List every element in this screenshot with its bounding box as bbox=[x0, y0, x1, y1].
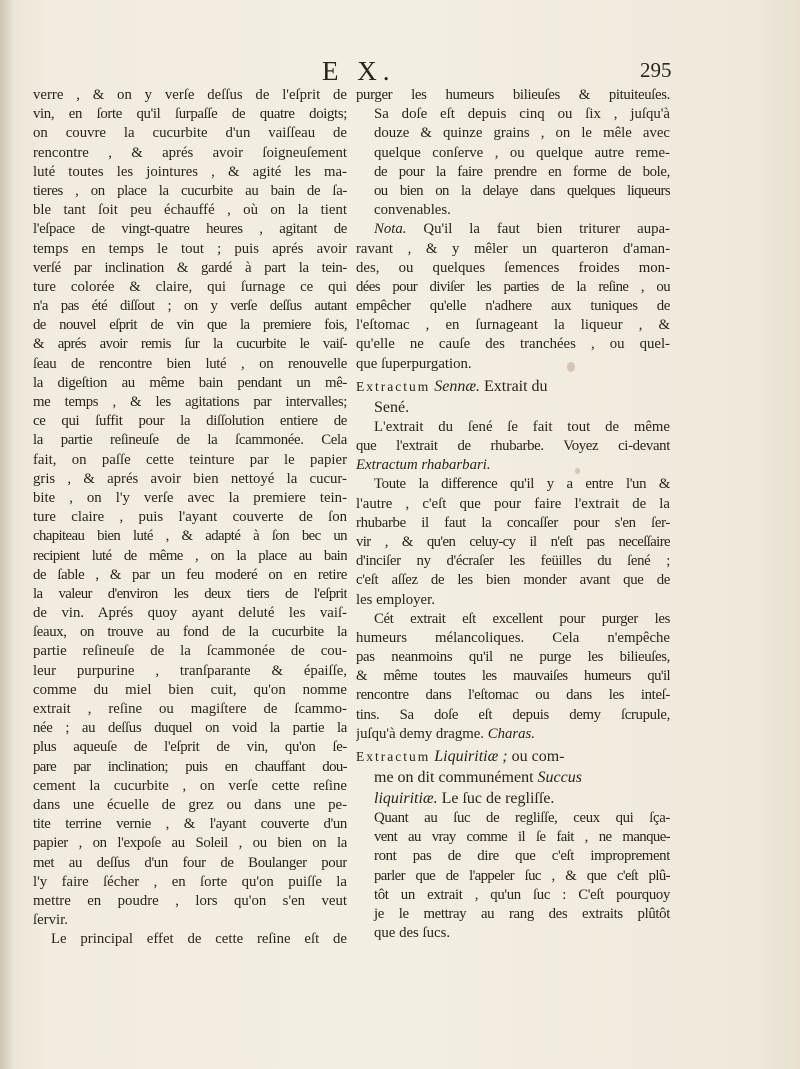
left-line: bite , on l'y verſe avec la premiere tein- bbox=[33, 489, 347, 506]
heading-italic: Liquiritiæ ; bbox=[434, 748, 508, 765]
heading-roman: ou com- bbox=[511, 748, 565, 765]
left-line: ſeaux, on trouve au fond de la cucurbite la bbox=[33, 624, 347, 641]
left-line: n'a pas été diſſout ; on y verſe deſſus autant bbox=[33, 298, 347, 315]
left-line: mettre en poudre , lors qu'on s'en veut bbox=[33, 892, 347, 909]
right-line: & même toutes les mauvaiſes humeurs qu'il bbox=[356, 668, 670, 685]
heading-line3 bbox=[356, 788, 670, 809]
left-line: dans une écuelle de grez ou dans une pe- bbox=[33, 796, 347, 813]
right-line bbox=[356, 725, 670, 744]
left-line: tite terrine vernie , & l'ayant couverte d'un bbox=[33, 816, 347, 833]
left-line: plus aqueuſe de l'eſprit de vin, qu'on ſe- bbox=[33, 739, 347, 756]
left-line: & aprés avoir remis ſur la cucurbite le vaiſ- bbox=[33, 336, 347, 353]
right-line: d'inciſer ny d'écraſer les feüilles du ſené ; bbox=[356, 553, 670, 570]
left-line: la partie reſineuſe de la ſcammonée. Cela bbox=[33, 432, 347, 449]
left-line: fait, on paſſe cette teinture par le papier bbox=[33, 451, 347, 468]
right-line: vent au vray comme il ſe fait , ne manque- bbox=[374, 829, 670, 846]
left-line: chapiteau bien luté , & adapté à ſon bec un bbox=[33, 528, 347, 545]
nota-first-line bbox=[356, 220, 670, 239]
left-line: rencontre , & aprés avoir ſoigneuſement bbox=[33, 144, 347, 161]
right-line: purger les humeurs bilieuſes & pituiteuſes. bbox=[356, 87, 670, 103]
left-line: ſeau de rencontre bien luté , on renouvelle bbox=[33, 355, 347, 372]
left-line: comme du miel bien cuit, qu'on nomme bbox=[33, 681, 347, 698]
left-line: me temps , & les agitations par intervalles; bbox=[33, 394, 347, 410]
heading-italic: Sennæ. bbox=[434, 377, 481, 395]
left-line: on couvre la cucurbite d'un vaiſſeau de bbox=[33, 125, 347, 142]
right-line: les employer. bbox=[356, 591, 435, 608]
left-line: verſé par inclination & gardé à part la tein- bbox=[33, 259, 347, 276]
right-line: humeurs mélancoliques. Cela n'empêche bbox=[356, 629, 670, 646]
left-column bbox=[33, 86, 347, 949]
paper-stain bbox=[575, 468, 580, 474]
left-line: de ſable , & par un feu moderé on en retire bbox=[33, 566, 347, 583]
heading-smallcaps: Extractum bbox=[356, 749, 431, 764]
page-number: 295 bbox=[640, 58, 672, 82]
left-line: ture colorée & claire, qui ſurnage ce qui bbox=[33, 278, 347, 295]
right-line: rencontre dans l'eſtomac ou dans les inteſ- bbox=[356, 687, 670, 704]
right-column bbox=[356, 86, 670, 943]
right-line: Cét extrait eſt excellent pour purger les bbox=[374, 610, 670, 627]
right-line: convenables. bbox=[374, 202, 451, 219]
right-line: c'eſt aſſez de les bien monder avant que de bbox=[356, 572, 670, 589]
left-line: ture claire , puis l'ayant couverte de ſon bbox=[33, 509, 347, 526]
right-line: des, ou quelques ſemences froides mon- bbox=[356, 259, 670, 276]
left-line: recipient luté de même , on la place au bain bbox=[33, 547, 347, 564]
right-line: l'eſtomac , en ſurnageant la liqueur , & bbox=[356, 317, 670, 334]
right-line: l'autre , c'eſt que pour faire l'extrait de la bbox=[356, 495, 670, 512]
left-line: de vin. Aprés quoy ayant deluté les vaiſ- bbox=[33, 605, 347, 622]
right-line: que l'extrait de rhubarbe. Voyez ci-devant bbox=[356, 438, 670, 454]
left-line: ce qui ſuffit pour la diſſolution entiere de bbox=[33, 413, 347, 430]
right-line: ou bien on la delaye dans quelques liqueurs bbox=[374, 182, 670, 199]
left-line: pare par inclination; puis en chauffant dou- bbox=[33, 758, 347, 775]
heading-extractum-liquiritiae bbox=[356, 746, 670, 767]
right-line: qu'elle ne cauſe des tranchées , ou quel- bbox=[356, 336, 670, 353]
right-line: douze & quinze grains , on le mêle avec bbox=[374, 125, 670, 142]
charas-citation: Charas. bbox=[487, 725, 535, 742]
right-line: empêcher qu'elle n'adhere aux tuniques de bbox=[356, 298, 670, 315]
left-line: tieres , on place la cucurbite au bain de ſa- bbox=[33, 182, 347, 199]
right-line: pas neanmoins qu'il ne purge les bilieuſes, bbox=[356, 649, 670, 666]
left-line: met au deſſus d'un four de Boulanger pour bbox=[33, 854, 347, 871]
heading-line2 bbox=[356, 767, 670, 788]
left-line: temps en temps le tout ; puis aprés avoir bbox=[33, 240, 347, 257]
left-line: gris , & aprés avoir bien nettoyé la cucur- bbox=[33, 470, 347, 487]
paper-stain bbox=[567, 362, 575, 372]
left-line: Le principal effet de cette reſine eſt de bbox=[51, 931, 347, 948]
nota-text: Qu'il la faut bien triturer aupa- bbox=[423, 221, 670, 238]
right-line-italic: Extractum rhabarbari. bbox=[356, 457, 491, 474]
left-line: née ; au deſſus duquel on void la partie la bbox=[33, 720, 347, 737]
page-gutter-shadow bbox=[0, 0, 14, 1069]
right-line: L'extrait du ſené ſe fait tout de même bbox=[374, 418, 670, 435]
left-line: leur purpurine , tranſparante & épaiſſe, bbox=[33, 662, 347, 679]
page-running-head: E X. bbox=[322, 56, 396, 86]
right-line: tins. Sa doſe eſt depuis demy ſcrupule, bbox=[356, 706, 670, 723]
right-line: Quant au ſuc de regliſſe, ceux qui ſça- bbox=[374, 810, 670, 826]
heading-roman: Le ſuc de regliſſe. bbox=[441, 790, 555, 807]
left-line: la valeur d'environ les deux tiers de l'eſprit bbox=[33, 585, 347, 602]
left-line: luté toutes les jointures , & agité les ma- bbox=[33, 163, 347, 180]
left-line: verre , & on y verſe deſſus de l'eſprit de bbox=[33, 87, 347, 103]
right-line: Sa doſe eſt depuis cinq ou ſix , juſqu'à bbox=[374, 106, 670, 123]
left-line: ble tant ſoit peu échauffé , où on la tient bbox=[33, 202, 347, 219]
nota-label: Nota. bbox=[374, 221, 407, 238]
right-line: que des ſucs. bbox=[374, 925, 451, 942]
left-line: la digeſtion au même bain pendant un mê- bbox=[33, 374, 347, 391]
left-line: vin, en ſorte qu'il ſurpaſſe de quatre doigts; bbox=[33, 106, 347, 123]
dose-text: juſqu'à demy dragme. bbox=[356, 725, 484, 742]
heading-italic: Succus bbox=[537, 769, 582, 786]
left-line: extrait , reſine ou magiſtere de ſcammo- bbox=[33, 701, 347, 717]
right-line: quelque conſerve , ou quelque autre reme- bbox=[374, 144, 670, 161]
heading-roman: Extrait du bbox=[484, 377, 548, 395]
left-line: l'y faire ſécher , en ſorte qu'on puiſſe la bbox=[33, 873, 347, 890]
left-line: partie reſineuſe de la ſcammonée de cou- bbox=[33, 643, 347, 660]
heading-extractum-sennae bbox=[356, 376, 670, 397]
heading-sene: Sené. bbox=[374, 398, 410, 416]
right-line: dées pour diviſer les parties de la reſine , ou bbox=[356, 278, 670, 295]
right-line: parler que de l'appeler ſuc , & que c'eſt plû- bbox=[374, 867, 670, 884]
left-line: ſervir. bbox=[33, 912, 68, 929]
heading-italic: liquiritiæ. bbox=[374, 790, 438, 807]
left-line: cement la cucurbite , on verſe cette reſine bbox=[33, 777, 347, 794]
right-line: je le mettray au rang des extraits plûtôt bbox=[374, 905, 670, 922]
right-line: vir , & qu'en celuy-cy il n'eſt pas neceſſaire bbox=[356, 533, 670, 550]
right-line: ront pas de dire que c'eſt improprement bbox=[374, 848, 670, 865]
left-line: de nouvel eſprit de vin que la premiere fois, bbox=[33, 317, 347, 334]
right-line: ravant , & y mêler un quarteron d'aman- bbox=[356, 240, 670, 257]
heading-smallcaps: Extractum bbox=[356, 378, 431, 394]
right-line: tôt un extrait , qu'un ſuc : C'eſt pourquoy bbox=[374, 886, 670, 903]
left-line: papier , on l'expoſe au Soleil , ou bien on la bbox=[33, 835, 347, 852]
left-line: l'eſpace de vingt-quatre heures , agitant de bbox=[33, 221, 347, 238]
right-line: Toute la difference qu'il y a entre l'un & bbox=[374, 476, 670, 493]
right-line: rhubarbe il faut la concaſſer pour s'en ſer- bbox=[356, 514, 670, 531]
right-line: que ſuperpurgation. bbox=[356, 355, 472, 372]
right-line: de pour la faire prendre en forme de bole, bbox=[374, 163, 670, 180]
heading-roman: me on dit communément bbox=[374, 769, 534, 786]
